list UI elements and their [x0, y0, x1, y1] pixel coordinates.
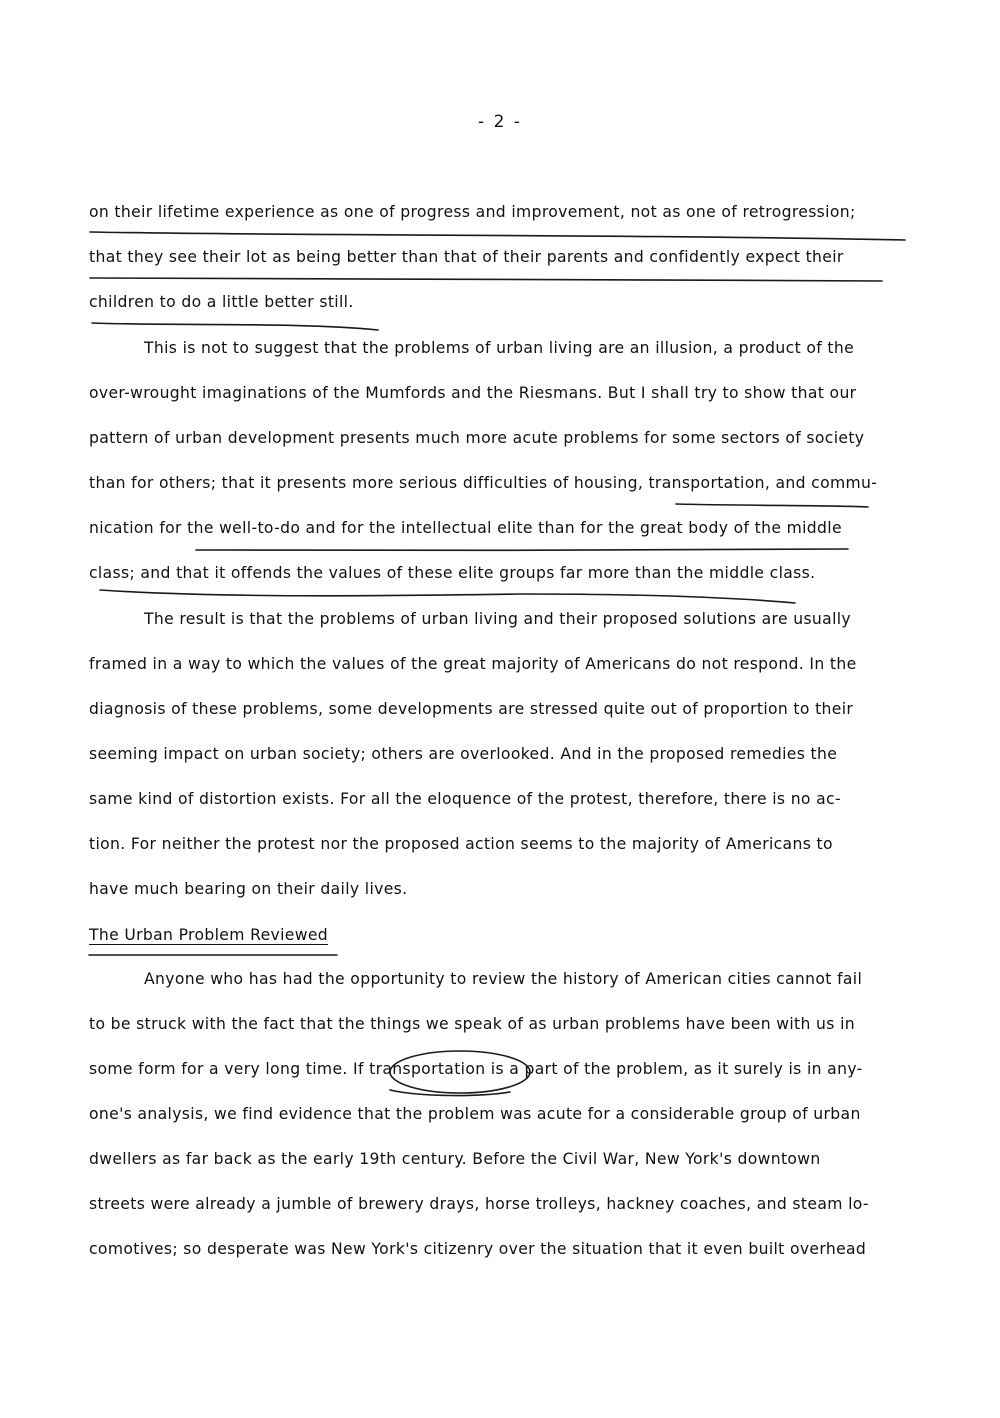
text-line: to be struck with the fact that the things we speak of as urban problems have been with us in [89, 1015, 855, 1033]
section-heading: The Urban Problem Reviewed [89, 926, 329, 944]
text-line: dwellers as far back as the early 19th century. Before the Civil War, New York's downtown [89, 1150, 821, 1168]
text-line: some form for a very long time. If transportation is a part of the problem, as it surely is in any- [89, 1060, 863, 1078]
underline-mark [100, 590, 795, 603]
underline-mark [90, 232, 905, 240]
page-number: - 2 - [478, 112, 522, 132]
text-line: on their lifetime experience as one of progress and improvement, not as one of retrogression; [89, 203, 856, 221]
text-line: streets were already a jumble of brewery drays, horse trolleys, hackney coaches, and steam lo- [89, 1195, 869, 1213]
text-line: diagnosis of these problems, some developments are stressed quite out of proportion to their [89, 700, 854, 718]
text-line: The result is that the problems of urban living and their proposed solutions are usually [144, 610, 852, 628]
underline-mark [196, 549, 848, 550]
text-line: Anyone who has had the opportunity to review the history of American cities cannot fail [144, 970, 863, 988]
text-line: This is not to suggest that the problems of urban living are an illusion, a product of the [144, 339, 855, 357]
underline-mark [676, 504, 868, 507]
underline-mark [90, 278, 882, 281]
text-line: same kind of distortion exists. For all the eloquence of the protest, therefore, there is no ac- [89, 790, 841, 808]
text-line: one's analysis, we find evidence that the problem was acute for a considerable group of urban [89, 1105, 861, 1123]
text-line: pattern of urban development presents much more acute problems for some sectors of society [89, 429, 865, 447]
text-line: than for others; that it presents more serious difficulties of housing, transportation, and commu- [89, 474, 878, 492]
text-line: children to do a little better still. [89, 293, 354, 311]
text-line: over-wrought imaginations of the Mumfords and the Riesmans. But I shall try to show that our [89, 384, 857, 402]
text-line: comotives; so desperate was New York's citizenry over the situation that it even built overhead [89, 1240, 867, 1258]
underline-mark [390, 1090, 510, 1096]
text-line: nication for the well-to-do and for the intellectual elite than for the great body of the middle [89, 519, 842, 537]
text-line: framed in a way to which the values of the great majority of Americans do not respond. In the [89, 655, 857, 673]
text-line: that they see their lot as being better than that of their parents and confidently expect their [89, 248, 844, 266]
underline-mark [92, 323, 378, 330]
text-line: seeming impact on urban society; others are overlooked. And in the proposed remedies the [89, 745, 838, 763]
text-line: tion. For neither the protest nor the proposed action seems to the majority of Americans to [89, 835, 833, 853]
text-line: class; and that it offends the values of these elite groups far more than the middle class. [89, 564, 816, 582]
text-line: have much bearing on their daily lives. [89, 880, 408, 898]
